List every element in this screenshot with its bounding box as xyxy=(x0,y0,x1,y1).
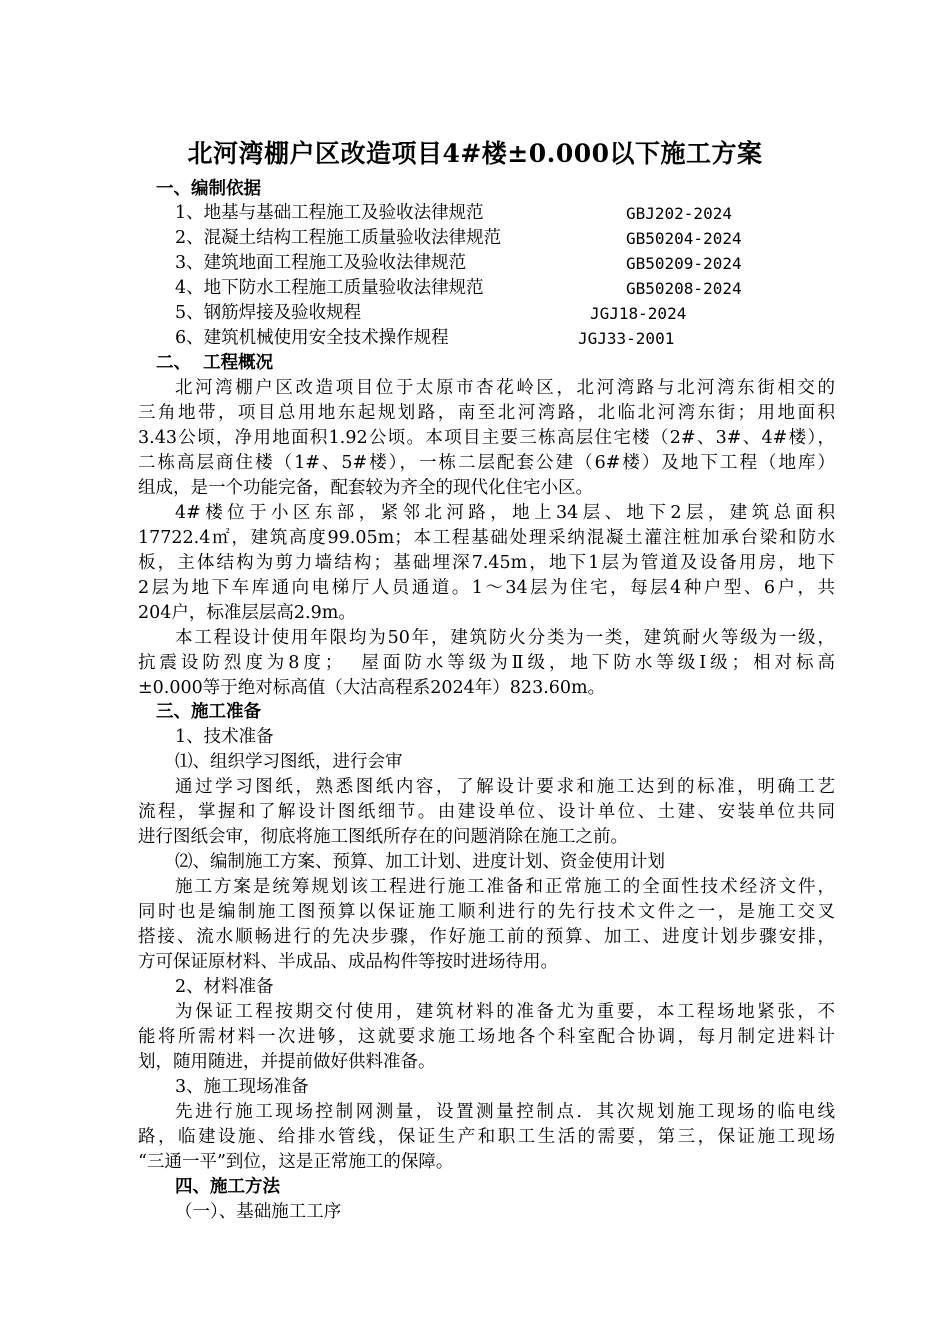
paragraph-line: 2层为地下车库通向电梯厅人员通道。1～34层为住宅，每层4种户型、6户，共 xyxy=(138,578,835,598)
paragraph-line: 3.43公顷，净用地面积1.92公顷。本项目主要三栋高层住宅楼（2#、3#、4#楼）， xyxy=(138,428,835,448)
reference-item-code: GB50208-2024 xyxy=(626,279,742,298)
section2-heading: 二、 工程概况 xyxy=(156,353,274,373)
subheading: 2、材料准备 xyxy=(175,977,274,997)
paragraph-line: 组成，是一个功能完备，配套较为齐全的现代化住宅小区。 xyxy=(138,478,593,498)
paragraph-line: “三通一平”到位，这是正常施工的保障。 xyxy=(138,1152,454,1172)
reference-item-label: 4、地下防水工程施工质量验收法律规范 xyxy=(175,278,484,298)
paragraph-line: 本工程设计使用年限均为50年，建筑防火分类为一类，建筑耐火等级为一级， xyxy=(175,628,835,648)
reference-item-label: 6、建筑机械使用安全技术操作规程 xyxy=(175,328,449,348)
paragraph-line: 方可保证原材料、半成品、成品构件等按时进场待用。 xyxy=(138,952,558,972)
reference-item-code: GB50209-2024 xyxy=(626,254,742,273)
paragraph-line: ±0.000等于绝对标高值（大沽高程系2024年）823.60m。 xyxy=(138,678,606,698)
paragraph-line: 施工方案是统筹规划该工程进行施工准备和正常施工的全面性技术经济文件， xyxy=(175,877,835,897)
document-title: 北河湾棚户区改造项目4#楼±0.000以下施工方案 xyxy=(187,139,763,168)
reference-item-code: JGJ33-2001 xyxy=(578,329,675,348)
reference-item-code: JGJ18-2024 xyxy=(590,304,687,323)
section3-heading: 三、施工准备 xyxy=(156,702,261,722)
subheading: ⑴、组织学习图纸，进行会审 xyxy=(175,752,403,772)
reference-item-label: 1、地基与基础工程施工及验收法律规范 xyxy=(175,203,484,223)
paragraph-line: 通过学习图纸，熟悉图纸内容，了解设计要求和施工达到的标准，明确工艺 xyxy=(175,777,835,797)
paragraph-line: 进行图纸会审，彻底将施工图纸所存在的问题消除在施工之前。 xyxy=(138,827,628,847)
paragraph-line: 同时也是编制施工图预算以保证施工顺利进行的先行技术文件之一，是施工交叉 xyxy=(138,902,835,922)
paragraph-line: 流程，掌握和了解设计图纸细节。由建设单位、设计单位、土建、安装单位共同 xyxy=(138,802,835,822)
paragraph-line: 为保证工程按期交付使用，建筑材料的准备尤为重要，本工程场地紧张，不 xyxy=(175,1002,835,1022)
paragraph-line: 能将所需材料一次进够，这就要求施工场地各个科室配合协调，每月制定进料计 xyxy=(138,1027,835,1047)
paragraph-line: 先进行施工现场控制网测量，设置测量控制点．其次规划施工现场的临电线 xyxy=(175,1102,835,1122)
reference-item-code: GB50204-2024 xyxy=(626,229,742,248)
paragraph-line: 17722.4㎡，建筑高度99.05m；本工程基础处理采纳混凝土灌注桩加承台梁和防水 xyxy=(138,528,835,548)
subheading: 3、施工现场准备 xyxy=(175,1077,309,1097)
paragraph-line: 板，主体结构为剪力墙结构；基础埋深7.45m，地下1层为管道及设备用房，地下 xyxy=(138,553,835,573)
reference-item-label: 3、建筑地面工程施工及验收法律规范 xyxy=(175,253,467,273)
reference-item-code: GBJ202-2024 xyxy=(626,204,732,223)
subheading: （一）、基础施工工序 xyxy=(175,1202,342,1222)
section4-heading: 四、施工方法 xyxy=(175,1177,280,1197)
subheading: ⑵、编制施工方案、预算、加工计划、进度计划、资金使用计划 xyxy=(175,852,665,872)
reference-item-label: 2、混凝土结构工程施工质量验收法律规范 xyxy=(175,228,502,248)
paragraph-line: 路，临建设施、给排水管线，保证生产和职工生活的需要，第三，保证施工现场 xyxy=(138,1127,835,1147)
paragraph-line: 三角地带，项目总用地东起规划路，南至北河湾路，北临北河湾东街；用地面积 xyxy=(138,403,835,423)
reference-item-label: 5、钢筋焊接及验收规程 xyxy=(175,303,362,323)
paragraph-line: 北河湾棚户区改造项目位于太原市杏花岭区，北河湾路与北河湾东街相交的 xyxy=(175,378,835,398)
paragraph-line: 4#楼位于小区东部，紧邻北河路，地上34层、地下2层，建筑总面积 xyxy=(175,503,835,523)
paragraph-line: 划，随用随进，并提前做好供料准备。 xyxy=(138,1052,436,1072)
paragraph-line: 204户，标准层层高2.9m。 xyxy=(138,603,356,623)
paragraph-line: 抗震设防烈度为8度； 屋面防水等级为Ⅱ级，地下防水等级Ⅰ级；相对标高 xyxy=(138,653,835,673)
paragraph-line: 二栋高层商住楼（1#、5#楼），一栋二层配套公建（6#楼）及地下工程（地库） xyxy=(138,453,835,473)
subheading: 1、技术准备 xyxy=(175,727,274,747)
section1-heading: 一、编制依据 xyxy=(156,179,261,199)
paragraph-line: 搭接、流水顺畅进行的先决步骤，作好施工前的预算、加工、进度计划步骤安排， xyxy=(138,927,835,947)
